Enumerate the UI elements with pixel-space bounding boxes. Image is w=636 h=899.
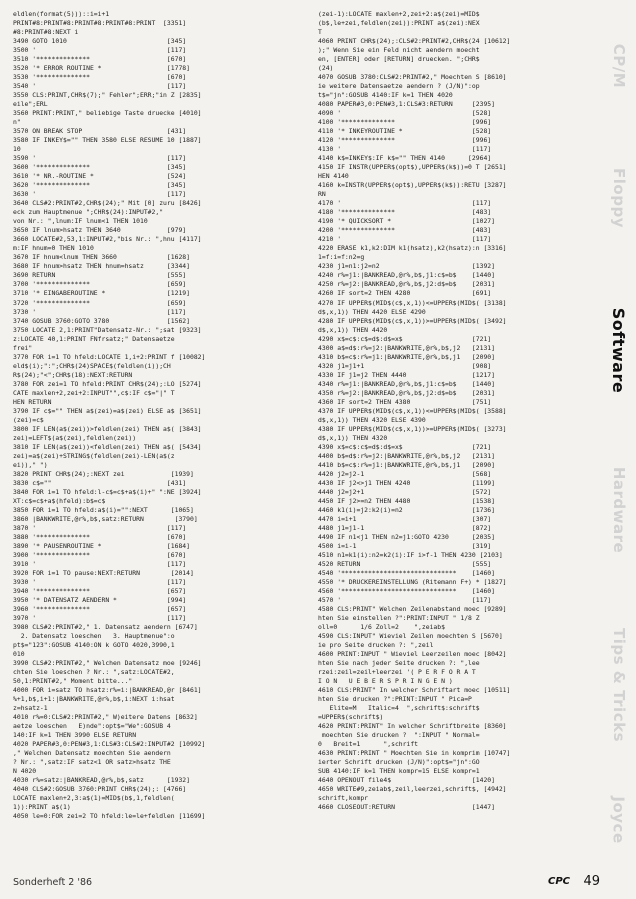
listing-line: 4030 r%=satz:|BANKREAD,@r%,b$,satz [1932] <box>13 776 190 785</box>
listing-line: 3630 ' [117] <box>13 190 187 199</box>
listing-line: 3940 '************** [657] <box>13 587 187 595</box>
listing-line: oll=0 1/6 Zoll=2 ",zeiab$ <box>318 623 445 632</box>
listing-line: 3690 RETURN [555] <box>13 271 187 280</box>
listing-line: LOCATE maxlen+2,3:a$(1)=MID$(b$,1,feldlen( <box>13 794 175 803</box>
listing-line: 140:IF k=1 THEN 3990 ELSE RETURN <box>13 731 137 740</box>
listing-line: 4100 '************** [996] <box>318 118 492 127</box>
listing-line: N 4020 <box>13 767 37 776</box>
listing-line: %+1,b$,i+1:|BANKWRITE,@r%,b$,i:NEXT i:hsat <box>13 695 175 704</box>
listing-line: (b$,le+zei,feldlen(zei)):PRINT a$(zei):NEX <box>318 19 480 28</box>
listing-line: 3800 IF LEN(a$(zei))>feldlen(zei) THEN a$( [3843] <box>13 424 202 433</box>
listing-line: m:IF hnum=0 THEN 1010 <box>13 244 94 253</box>
page-number: 49 <box>583 874 600 889</box>
listing-line: 4230 j1=n1:j2=n2 [1392] <box>318 262 495 271</box>
listing-line: 3820 PRINT CHR$(24);:NEXT zei [1939] <box>13 469 194 478</box>
listing-line: (zei)=c$ <box>13 415 44 424</box>
listing-line: 4090 ' [528] <box>318 109 492 118</box>
listing-line: 4050 le=0:FOR zei=2 TO hfeld:le=le+feldlen [11699] <box>13 812 206 821</box>
listing-line: 3750 LOCATE 2,1:PRINT"Datensatz-Nr.: ";sat [9323] <box>13 325 202 334</box>
listing-line: 4640 OPENOUT file4$ [1420] <box>318 776 495 785</box>
listing-line: 3910 ' [117] <box>13 559 187 568</box>
listing-line: 4000 FOR i=satz TO hsatz:r%=i:|BANKREAD,@r [8461] <box>13 686 202 695</box>
listing-line: 4590 CLS:INPUT" Wieviel Zeilen moechten S [5670] <box>318 632 503 641</box>
listing-line: moechten Sie drucken ? ":INPUT " Normal= <box>318 731 480 740</box>
listing-line: 4060 PRINT CHR$(24);:CLS#2:PRINT#2,CHR$(24 [10612] <box>318 37 511 46</box>
listing-line: 3850 FOR i=1 TO hfeld:a$(i)="":NEXT [1065] <box>13 505 194 514</box>
listing-line: (zei-1):LOCATE maxlen+2,zei+2:a$(zei)=MID$ <box>318 10 480 18</box>
listing-line: 4260 IF sort=2 THEN 4280 [691] <box>318 289 492 298</box>
listing-line: 4110 '* INKEYROUTINE * [528] <box>318 127 492 136</box>
listing-line: 4520 RETURN [555] <box>318 559 492 568</box>
listing-line: I O N U E B E R S P R I N G E N ) <box>318 677 453 686</box>
listing-line: 3580 IF INKEY$="" THEN 3580 ELSE RESUME 10 [1887] <box>13 136 202 145</box>
listing-line: 3770 FOR i=1 TO hfeld:LOCATE 1,i+2:PRINT f [10082] <box>13 352 206 361</box>
side-tab-joyce: Joyce <box>610 796 629 844</box>
listing-line: 4550 '* DRUCKEREINSTELLUNG (Ritemann F+) * [1827] <box>318 577 507 586</box>
listing-line: 3890 '* PAUSENROUTINE * [1684] <box>13 541 190 550</box>
side-tab-tips-tricks: Tips & Tricks <box>610 628 629 742</box>
listing-line: 3620 '************** [345] <box>13 181 187 190</box>
listing-line: en, [ENTER] oder [RETURN] druecken. ";CHR$ <box>318 55 480 64</box>
listing-line: pt$="123":GOSUB 4140:ON k GOTO 4020,3990,1 <box>13 641 175 650</box>
side-tab-floppy: Floppy <box>610 167 629 228</box>
issue-label: Sonderheft 2 '86 <box>13 877 93 888</box>
listing-line: 4570 ' [117] <box>318 596 492 605</box>
listing-line: 4600 PRINT:INPUT " Wieviel Leerzeilen moec [8042] <box>318 650 507 659</box>
listing-line: ? Nr.: ",satz:IF satz<1 OR satz>hsatz THE <box>13 758 171 767</box>
listing-line: 4140 k$=INKEY$:IF k$="" THEN 4140 [2964] <box>318 154 492 163</box>
listing-line: 4490 IF n1<j1 THEN n2=j1:GOTO 4230 [2035] <box>318 532 495 541</box>
listing-line: 10 <box>13 145 21 154</box>
listing-line: 4160 k=INSTR(UPPER$(opt$),UPPER$(k$)):RETU [3287] <box>318 181 507 190</box>
listing-line: 3560 PRINT:PRINT," beliebige Taste druecke [4010] <box>13 109 202 118</box>
listing-line: 4010 r%=0:CLS#2:PRINT#2," W)eitere Datens [8632] <box>13 713 198 722</box>
listing-line: 4540 '****************************** [1460] <box>318 568 495 577</box>
listing-line: n" <box>13 118 21 127</box>
listing-line: 3600 '************** [345] <box>13 163 187 172</box>
listing-line: 50,1:PRINT#2," Moment bitte..." <box>13 677 133 686</box>
listing-line: 4180 '************** [483] <box>318 208 492 217</box>
listing-line: 4370 IF UPPER$(MID$(c$,x,1))<=UPPER$(MID$( [3588] <box>318 406 507 415</box>
listing-line: 4440 j2=j2+1 [572] <box>318 487 492 496</box>
listing-line: eck zum Hauptmenue ";CHR$(24):INPUT#2," <box>13 208 164 217</box>
section-sidebar <box>602 0 636 899</box>
listing-line: CATE maxlen+2,zei+2:INPUT"",c$:IF c$="|" T <box>13 388 175 397</box>
side-tab-hardware: Hardware <box>610 466 628 554</box>
listing-line: 3960 '************** [657] <box>13 605 187 614</box>
listing-line: 4460 k1(i)=j2:k2(i)=n2 [1736] <box>318 505 495 514</box>
listing-line: Elite=M Italic=4 ",schrift$:schrift$ <box>318 704 480 713</box>
listing-line: 4630 PRINT:PRINT " Moechten Sie in komprim [10747] <box>318 749 511 758</box>
listing-line: ie weitere Datensaetze aendern ? (J/N)":op <box>318 82 480 91</box>
listing-line: 4210 ' [117] <box>318 235 492 244</box>
listing-line: zei)=LEFT$(a$(zei),feldlen(zei)) <box>13 433 137 442</box>
listing-line: d$,x,1)) THEN 4320 ELSE 4390 <box>318 415 426 424</box>
listing-line: 3790 IF c$="" THEN a$(zei)=a$(zei) ELSE a$ [3651] <box>13 406 202 415</box>
listing-line: 3740 GOSUB 3760:GOTO 3780 [1562] <box>13 316 190 325</box>
listing-line: ierter Schrift drucken (J/N)":opt$="jn":GO <box>318 758 480 767</box>
listing-line: z:LOCATE 40,1:PRINT FNfrsatz;" Datensaetze <box>13 334 175 343</box>
listing-right-column <box>318 10 599 812</box>
listing-line: 4070 GOSUB 3780:CLS#2:PRINT#2," Moechten S [8610] <box>318 73 507 82</box>
listing-line: 3490 GOTO 1010 [345] <box>13 37 187 46</box>
listing-line: 4430 IF j2<>j1 THEN 4240 [1199] <box>318 478 495 487</box>
listing-line: rzei:zeil=zeil+leerzei '( P E R F O R A T <box>318 668 476 677</box>
listing-line: 3570 ON BREAK STOP [431] <box>13 127 187 136</box>
listing-line: 4650 WRITE#9,zeiab$,zeil,leerzei,schrift$, [4942] <box>318 785 507 794</box>
listing-line: 3830 c$="" [431] <box>13 478 187 487</box>
listing-line: 4330 IF j1=j2 THEN 4440 [1217] <box>318 370 495 379</box>
listing-line: PRINT#8:PRINT#8:PRINT#8:PRINT#8:PRINT [3351] <box>13 19 187 28</box>
listing-line: 3720 '************** [659] <box>13 298 187 307</box>
listing-line: 010 <box>13 650 25 659</box>
listing-line: 3670 IF hnum<lnum THEN 3660 [1628] <box>13 253 190 262</box>
listing-line: 4660 CLOSEOUT:RETURN [1447] <box>318 803 495 812</box>
listing-line: 3860 |BANKWRITE,@r%,b$,satz:RETURN [3790] <box>13 514 198 523</box>
listing-line: 4080 PAPER#3,0:PEN#3,1:CLS#3:RETURN [2395] <box>318 100 495 109</box>
listing-line: eile";ERL <box>13 100 48 109</box>
listing-line: d$,x,1)) THEN 4420 ELSE 4290 <box>318 307 426 316</box>
listing-line: HEN 4140 <box>318 172 349 181</box>
listing-line: XT:c$=c$+a$(hfeld):b$=c$ <box>13 496 106 505</box>
listing-line: =UPPER$(schrift$) <box>318 713 384 722</box>
listing-line: 4270 IF UPPER$(MID$(c$,x,1))<=UPPER$(MID$( [3138] <box>318 298 507 307</box>
listing-line: 3880 '************** [670] <box>13 532 187 541</box>
listing-line: 1=f:i=f:n2=g <box>318 253 365 262</box>
listing-line: 3550 CLS:PRINT,CHR$(7);" Fehler";ERR;"in Z [2835] <box>13 91 202 100</box>
brand-label: CPC <box>547 876 570 887</box>
listing-line: 3990 CLS#2:PRINT#2," Welchen Datensatz moe [9246] <box>13 659 202 668</box>
listing-line: 2. Datensatz loeschen 3. Hauptmenue":o <box>13 632 175 641</box>
listing-line: von Nr.: ",lnum:IF lnum<1 THEN 1010 <box>13 217 148 226</box>
listing-line: 4420 j2=j2-1 [568] <box>318 469 492 478</box>
listing-line: ei))," ") <box>13 460 48 469</box>
listing-line: 4250 r%=j2:|BANKREAD,@r%,b$,j2:d$=b$ [2031] <box>318 280 495 289</box>
listing-line: d$,x,1)) THEN 4420 <box>318 325 388 334</box>
listing-line: zei)=a$(zei)+STRING$(feldlen(zei)-LEN(a$(z <box>13 451 175 460</box>
listing-line: SUB 4140:IF k=1 THEN kompr=15 ELSE kompr=1 <box>318 767 480 776</box>
listing-line: z=hsatz-1 <box>13 704 48 713</box>
listing-line: 3660 LOCATE#2,53,1:INPUT#2,"bis Nr.: ",hnu [4117] <box>13 235 202 244</box>
listing-line: 1)):PRINT a$(1) <box>13 803 71 812</box>
listing-line: 4610 CLS:PRINT" In welcher Schriftart moec [10511] <box>318 686 511 695</box>
listing-line: 3700 '************** [659] <box>13 280 187 289</box>
listing-line: chten Sie loeschen ? Nr.: ",satz:LOCATE#2, <box>13 668 175 677</box>
listing-line: eld$(i);":";CHR$(24)SPACE$(feldlen(i));CH <box>13 361 171 370</box>
listing-line: d$,x,1)) THEN 4320 <box>318 433 388 442</box>
listing-line: 4380 IF UPPER$(MID$(c$,x,1))>=UPPER$(MID$( [3273] <box>318 424 507 433</box>
listing-line: 4320 j1=j1+1 [908] <box>318 361 492 370</box>
listing-line: hten Sie nach jeder Seite drucken ?: ",lee <box>318 659 480 668</box>
listing-line: 4290 x$=c$:c$=d$:d$=x$ [721] <box>318 334 492 343</box>
listing-line: 4300 a$=d$:r%=j2:|BANKWRITE,@r%,b$,j2 [2131] <box>318 343 495 352</box>
listing-line: 3650 IF lnum>hsatz THEN 3640 [979] <box>13 226 187 235</box>
page-footer <box>13 874 600 892</box>
listing-line: 4360 IF sort=2 THEN 4380 [751] <box>318 397 492 406</box>
listing-line: ie pro Seite drucken ?: ",zeil <box>318 641 434 650</box>
listing-line: 3530 '************** [670] <box>13 73 187 82</box>
listing-line: schrift,kompr <box>318 794 369 803</box>
listing-line: 4200 '************** [483] <box>318 226 492 235</box>
listing-line: 3980 CLS#2:PRINT#2," 1. Datensatz aendern [6747] <box>13 623 198 632</box>
listing-line: (24) <box>318 64 334 73</box>
listing-line: 4580 CLS:PRINT" Welchen Zeilenabstand moec [9289] <box>318 605 507 614</box>
listing-line: 3710 '* EINGABEROUTINE * [1219] <box>13 289 190 298</box>
listing-line: 4560 '****************************** [1460] <box>318 587 495 595</box>
listing-line: HEN RETURN <box>13 397 52 406</box>
listing-line: 3810 IF LEN(a$(zei))<feldlen(zei) THEN a$( [5434] <box>13 442 202 451</box>
listing-line: 4410 b$=c$:r%=j1:|BANKWRITE,@r%,b$,j1 [2090] <box>318 460 495 469</box>
listing-line: 4400 b$=d$:r%=j2:|BANKWRITE,@r%,b$,j2 [2131] <box>318 451 495 460</box>
listing-line: #8:PRINT#8:NEXT i <box>13 28 79 37</box>
listing-line: frei" <box>13 343 33 352</box>
listing-line: 4340 r%=j1:|BANKREAD,@r%,b$,j1:c$=b$ [1440] <box>318 379 495 388</box>
listing-line: 4510 n1=k1(i):n2=k2(i):IF i>f-1 THEN 4230 [2103] <box>318 550 503 559</box>
listing-line: 4500 i=i-1 [319] <box>318 541 492 550</box>
listing-line: 3520 '* ERROR ROUTINE * [1778] <box>13 64 190 73</box>
listing-line: 4450 IF j2>=n2 THEN 4480 [1538] <box>318 496 495 505</box>
listing-line: R$(24);"<";CHR$(18):NEXT:RETURN <box>13 370 133 379</box>
listing-line: 4390 x$=c$:c$=d$:d$=x$ [721] <box>318 442 492 451</box>
listing-line: 4130 ' [117] <box>318 145 492 154</box>
listing-line: 3870 ' [117] <box>13 523 187 532</box>
listing-line: 4150 IF INSTR(UPPER$(opt$),UPPER$(k$))=0 T [2651] <box>318 163 507 172</box>
listing-line: 3540 ' [117] <box>13 82 187 91</box>
listing-line: eldlen(format(5)))::i=i+1 <box>13 10 110 18</box>
listing-line: 4350 r%=j2:|BANKREAD,@r%,b$,j2:d$=b$ [2031] <box>318 388 495 397</box>
listing-line: 4620 PRINT:PRINT" In welcher Schriftbreite [8360] <box>318 722 507 731</box>
listing-line: 3610 '* NR.-ROUTINE * [524] <box>13 172 187 181</box>
listing-line: 3640 CLS#2:PRINT#2,CHR$(24);" Mit [0] zuru [8426] <box>13 199 202 208</box>
listing-line: 4020 PAPER#3,0:PEN#3,1:CLS#3:CLS#2:INPUT#2 [10992] <box>13 740 206 749</box>
listing-line: t$="jn":GOSUB 4140:IF k=1 THEN 4020 <box>318 91 453 100</box>
listing-line: 4220 ERASE k1,k2:DIM k1(hsatz),k2(hsatz):n [3316] <box>318 244 507 253</box>
listing-line: RN <box>318 190 326 199</box>
listing-line: hten Sie drucken ?":PRINT:INPUT " Pica=P <box>318 695 472 704</box>
listing-line: 3920 FOR i=1 TO pause:NEXT:RETURN [2014] <box>13 568 194 577</box>
listing-line: 4480 j1=j1-1 [872] <box>318 523 492 532</box>
listing-line: 3950 '* DATENSATZ AENDERN * [994] <box>13 596 187 605</box>
listing-line: 4280 IF UPPER$(MID$(c$,x,1))>=UPPER$(MID$( [3492] <box>318 316 507 325</box>
listing-line: 4190 '* QUICKSORT * [1027] <box>318 217 495 226</box>
listing-line: 4240 r%=j1:|BANKREAD,@r%,b$,j1:c$=b$ [1440] <box>318 271 495 280</box>
side-tab-software: Software <box>609 307 629 393</box>
listing-line: 3780 FOR zei=1 TO hfeld:PRINT CHR$(24);:LO [5274] <box>13 379 202 388</box>
side-tab-cpm: CP/M <box>610 43 629 89</box>
listing-line: 4470 i=i+1 [307] <box>318 514 492 523</box>
listing-line: 3900 '************** [670] <box>13 550 187 559</box>
listing-line: 3680 IF hnum>hsatz THEN hnum=hsatz [3344] <box>13 262 190 271</box>
listing-line: 4310 b$=c$:r%=j1:|BANKWRITE,@r%,b$,j1 [2090] <box>318 352 495 361</box>
listing-line: 4170 ' [117] <box>318 199 492 208</box>
listing-line: ," Welchen Datensatz moechten Sie aendern <box>13 749 171 758</box>
listing-line: hten Sie einstellen ?":PRINT:INPUT " 1/8 Z <box>318 614 480 623</box>
listing-left-column <box>13 10 311 821</box>
listing-line: );" Wenn Sie ein Feld nicht aendern moecht <box>318 46 480 55</box>
listing-line: 3840 FOR i=1 TO hfeld:l-c$=c$+a$(i)+" ":NE [3924] <box>13 487 202 496</box>
listing-line: 4040 CLS#2:GOSUB 3760:PRINT CHR$(24);: [4766] <box>13 785 187 794</box>
listing-line: T <box>318 28 322 37</box>
listing-line: 3500 ' [117] <box>13 46 187 55</box>
listing-line: 0 Breit=1 ",schrift <box>318 740 419 749</box>
listing-line: 3930 ' [117] <box>13 577 187 586</box>
listing-line: 3970 ' [117] <box>13 614 187 623</box>
listing-line: 4120 '************** [996] <box>318 136 492 145</box>
listing-line: 3590 ' [117] <box>13 154 187 163</box>
listing-line: 3510 '************** [670] <box>13 55 187 64</box>
listing-line: 3730 ' [117] <box>13 307 187 316</box>
listing-line: aetze loeschen E)nde":opt$="We":GOSUB 4 <box>13 722 171 731</box>
